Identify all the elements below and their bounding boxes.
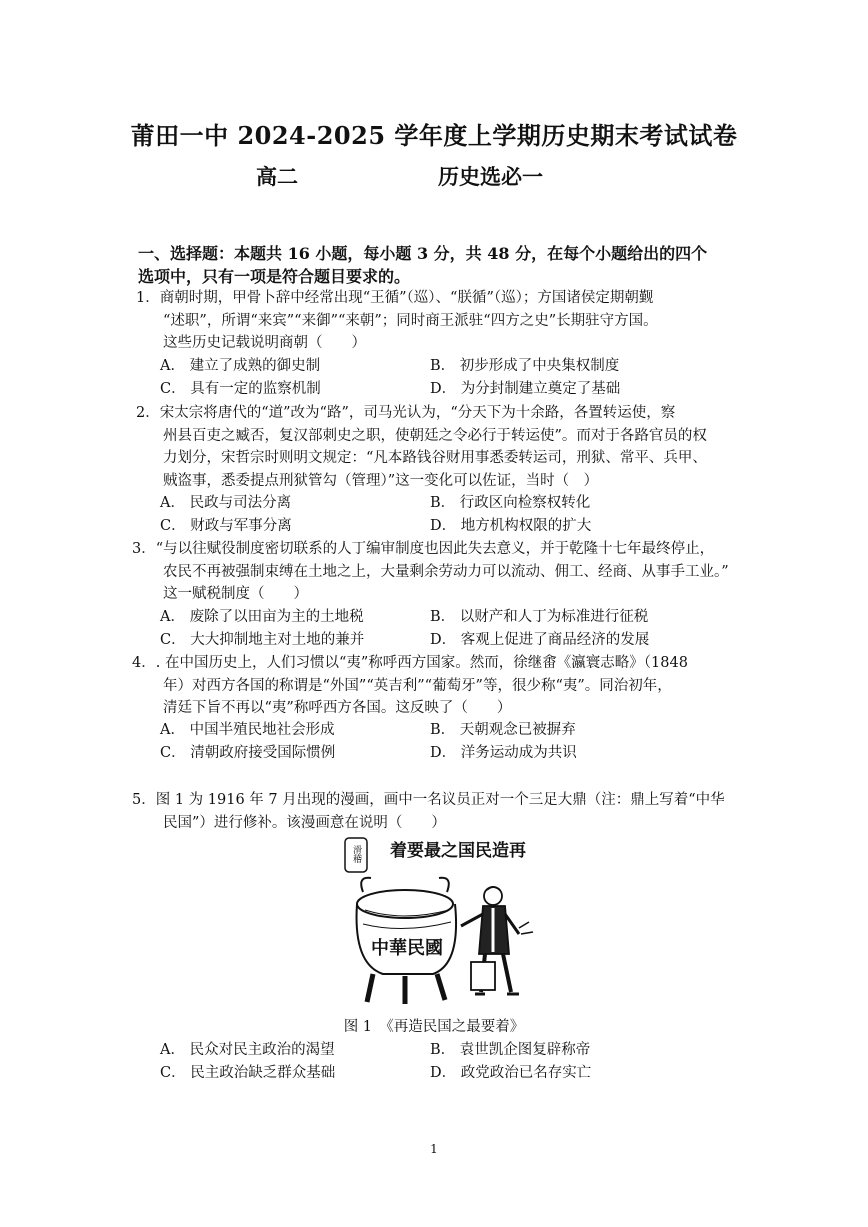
option-c[interactable]: C． 清朝政府接受国际惯例 xyxy=(160,744,336,761)
cartoon-title: 着要最之国民造再 xyxy=(390,841,526,861)
option-d[interactable]: D． 地方机构权限的扩大 xyxy=(430,517,592,534)
question-5: 5．图 1 为 1916 年 7 月出现的漫画，画中一名议员正对一个三足大鼎（注：鼎上写着“中华 民国”）进行修补。该漫画意在说明（ ） xyxy=(132,792,725,831)
option-b[interactable]: B． 初步形成了中央集权制度 xyxy=(430,358,620,374)
option-b[interactable]: B． 以财产和人丁为标准进行征税 xyxy=(430,609,649,625)
option-b[interactable]: B． 天朝观念已被摒弃 xyxy=(430,722,576,738)
cartoon-figure xyxy=(343,834,543,1009)
option-d[interactable]: D． 洋务运动成为共识 xyxy=(430,744,577,761)
question-1: 1．商朝时期，甲骨卜辞中经常出现“王循”（巡）、“朕循”（巡）；方国诸侯定期朝觐 “述职”，所谓“来宾”“来御”“来朝”；同时商王派驻“四方之史”长期驻守方国。 这些历史记载说明商朝（ ） xyxy=(136,290,658,352)
question-5-options xyxy=(160,1039,700,1084)
grade-label: 高二 xyxy=(256,164,298,189)
option-c[interactable]: C． 民主政治缺乏群众基础 xyxy=(160,1064,336,1081)
option-d[interactable]: D． 为分封制建立奠定了基础 xyxy=(430,380,621,397)
option-c[interactable]: C． 具有一定的监察机制 xyxy=(160,380,321,397)
question-3: 3．“与以往赋役制度密切联系的人丁编审制度也因此失去意义，并于乾隆十七年最终停止， 农民不再被强制束缚在土地之上，大量剩余劳动力可以流动、佣工、经商、从事手工业。” 这一赋税制度（ ） xyxy=(132,541,729,603)
svg-text:滑稽: 滑稽 xyxy=(351,845,361,863)
option-c[interactable]: C． 大大抑制地主对土地的兼并 xyxy=(160,631,365,648)
option-a[interactable]: A． 民众对民主政治的渴望 xyxy=(160,1042,335,1058)
option-c[interactable]: C． 财政与军事分离 xyxy=(160,517,292,534)
option-a[interactable]: A． 民政与司法分离 xyxy=(160,495,292,511)
page-number: 1 xyxy=(430,1142,438,1156)
question-4: 4．. 在中国历史上，人们习惯以“夷”称呼西方国家。然而，徐继畬《瀛寰志略》（1848 年）对西方各国的称谓是“外国”“英吉利”“葡萄牙”等，很少称“夷”。同治初年， 清廷下旨不再以“夷”称呼西方各国。这反映了（ ） xyxy=(132,655,688,717)
question-2: 2．宋太宗将唐代的“道”改为“路”，司马光认为，“分天下为十余路，各置转运使，察 州县百吏之臧否，复汉部刺史之职，使朝廷之令必行于转运使”。而对于各路官员的权 力划分，宋哲宗时则明文规定：“凡本路钱谷财用事悉委转运司，刑狱、常平、兵甲、 贼盗事，悉委提点刑狱管勾（管理）”这一变化可以佐证，当时（ ） xyxy=(136,405,707,489)
figure-caption: 图 1 《再造民国之最要着》 xyxy=(343,1019,525,1035)
section-heading: 一、选择题：本题共 16 小题，每小题 3 分，共 48 分，在每个小题给出的四个 选项中，只有一项是符合题目要求的。 xyxy=(138,244,708,286)
question-3-options xyxy=(160,606,700,651)
question-2-options xyxy=(160,492,700,537)
option-b[interactable]: B． 行政区向检察权转化 xyxy=(430,495,591,511)
seal-stamp xyxy=(345,838,367,872)
ding-inscription: 中華民國 xyxy=(371,938,443,959)
option-a[interactable]: A． 建立了成熟的御史制 xyxy=(160,358,321,374)
option-d[interactable]: D． 客观上促进了商品经济的发展 xyxy=(430,631,650,648)
exam-title: 莆田一中 2024-2025 学年度上学期历史期末考试试卷 xyxy=(130,121,738,150)
option-a[interactable]: A． 废除了以田亩为主的土地税 xyxy=(160,609,364,625)
option-b[interactable]: B． 袁世凯企图复辟称帝 xyxy=(430,1042,591,1058)
option-a[interactable]: A． 中国半殖民地社会形成 xyxy=(160,722,335,738)
question-4-options xyxy=(160,719,700,764)
congressman-figure xyxy=(461,887,533,994)
subject-label: 历史选必一 xyxy=(438,164,543,189)
option-d[interactable]: D． 政党政治已名存实亡 xyxy=(430,1064,592,1081)
question-1-options xyxy=(160,355,700,400)
cartoon-illustration xyxy=(343,834,543,1009)
